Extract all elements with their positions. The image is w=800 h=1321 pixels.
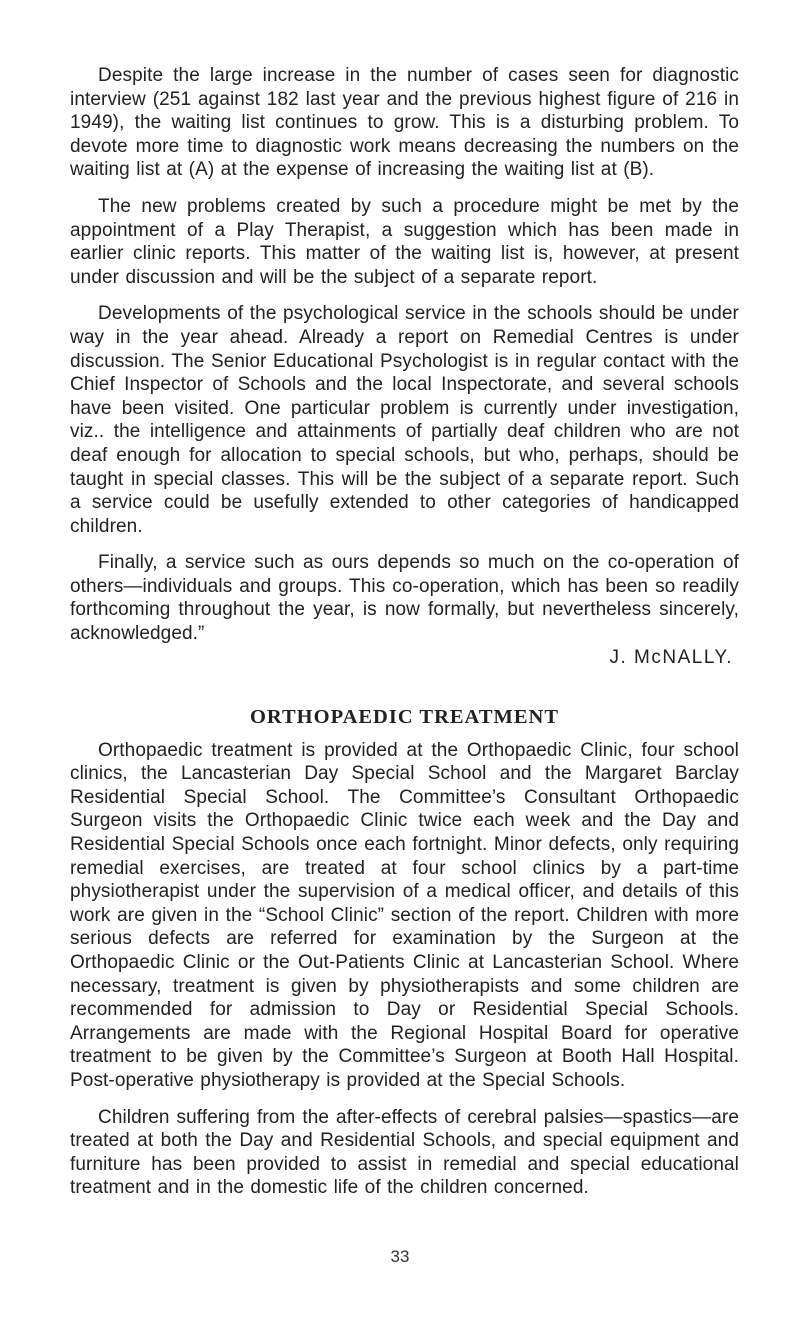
document-page — [70, 64, 739, 1200]
paragraph-psychological-service: Developments of the psychological service in the schools should be under way in the year ahead. Already a report on Remedial Centres is under discussion. The Senior Educational Psychologist is in regular contact with the Chief Inspector of Schools and the local Inspectorate, and several schools have been visited. One particular problem is currently under investigation, viz.. the intelligence and attainments of partially deaf children who are not deaf enough for allocation to special schools, but who, perhaps, should be taught in special classes. This will be the subject of a separate report. Such a service could be usefully extended to other categories of handicapped children. — [70, 303, 739, 537]
signature: J. McNALLY. — [609, 646, 733, 668]
page-number: 33 — [390, 1247, 410, 1266]
paragraph-cerebral-palsies: Children suffering from the after-effects of cerebral palsies—spastics—are treated at both the Day and Residential Schools, and special equipment and furniture has been provided to assist in remedial and special educational treatment and in the domestic life of the children concerned. — [70, 1106, 739, 1199]
paragraph-play-therapist: The new problems created by such a procedure might be met by the appointment of a Play Therapist, a suggestion which has been made in earlier clinic reports. This matter of the waiting list is, however, at present under discussion and will be the subject of a separate report. — [70, 195, 739, 288]
paragraph-acknowledgement: Finally, a service such as ours depends so much on the co-operation of others—individuals and groups. This co-operation, which has been so readily forthcoming throughout the year, is now formally, but nevertheless sincerely, acknowledged.” — [70, 552, 739, 645]
paragraph-waiting-list: Despite the large increase in the number of cases seen for diagnostic interview (251 against 182 last year and the previous highest figure of 216 in 1949), the waiting list continues to grow. This is a disturbing problem. To devote more time to diagnostic work means decreasing the numbers on the waiting list at (A) at the expense of increasing the waiting list at (B). — [70, 65, 739, 181]
section-heading: ORTHOPAEDIC TREATMENT — [249, 705, 560, 728]
paragraph-orthopaedic-treatment: Orthopaedic treatment is provided at the Orthopaedic Clinic, four school clinics, the Lancasterian Day Special School and the Margaret Barclay Residential Special School. The Committee’s Consultant Orthopaedic Surgeon visits the Orthopaedic Clinic twice each week and the Day and Residential Special Schools once each fortnight. Minor defects, only requiring remedial exercises, are treated at four school clinics by a part-time physiotherapist under the supervision of a medical officer, and details of this work are given in the “School Clinic” section of the report. Children with more serious defects are referred for examination by the Surgeon at the Orthopaedic Clinic or the Out-Patients Clinic at Lancasterian School. Where necessary, treatment is given by physiotherapists and some children are recommended for admission to Day or Residential Special Schools. Arrangements are made with the Regional Hospital Board for operative treatment to be given by the Committee’s Surgeon at Booth Hall Hospital. Post-operative physiotherapy is provided at the Special Schools. — [70, 739, 739, 1091]
